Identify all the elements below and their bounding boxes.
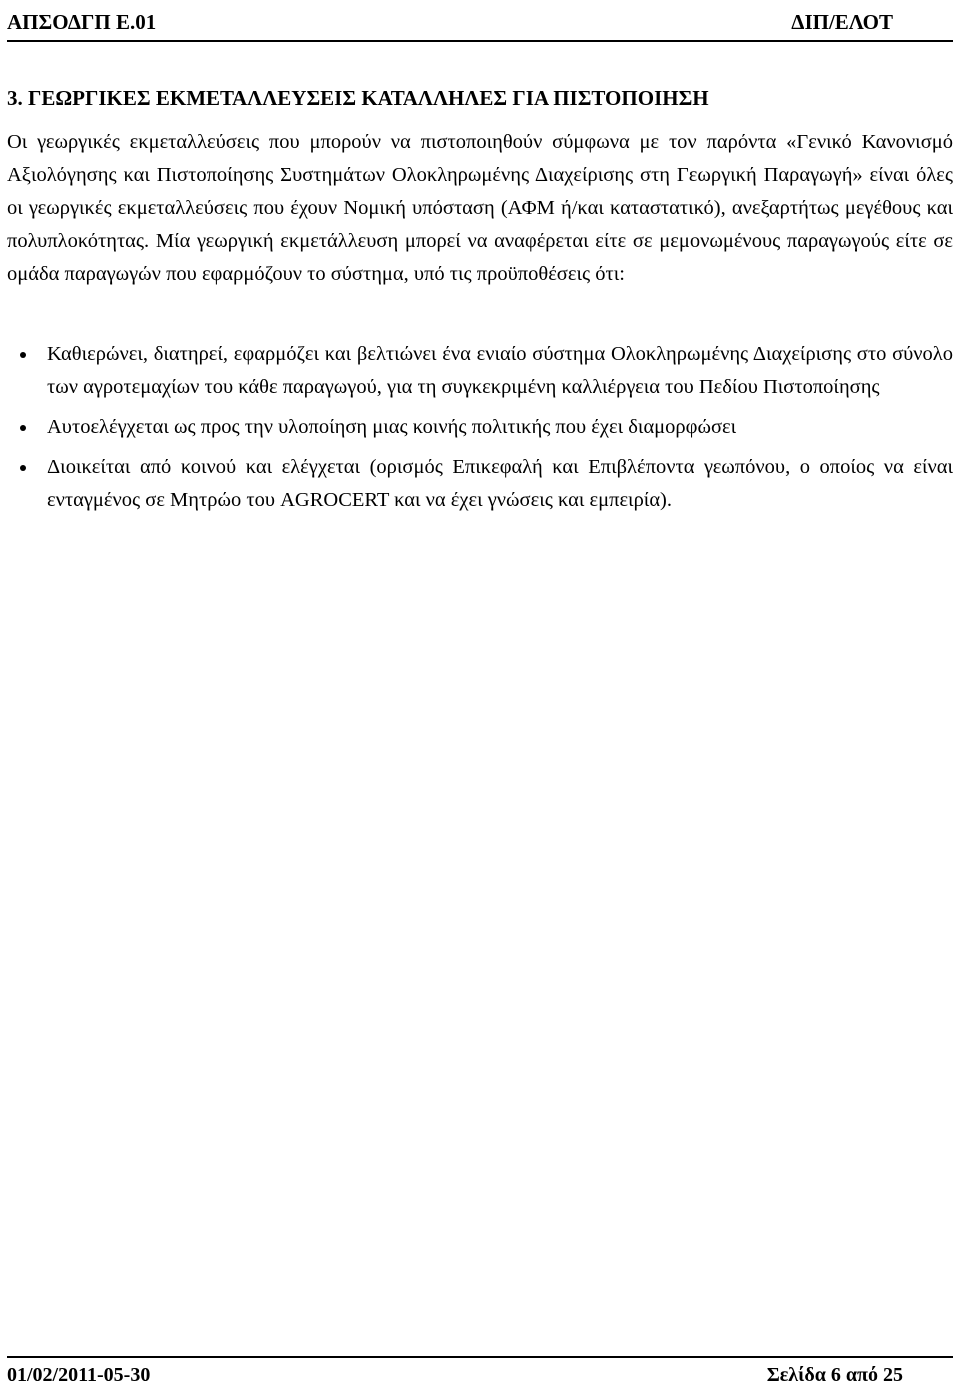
page-number: Σελίδα 6 από 25	[766, 1364, 903, 1386]
list-item-text: Καθιερώνει, διατηρεί, εφαρμόζει και βελτιώνει ένα ενιαίο σύστημα Ολοκληρωμένης Διαχείρισης στο σύνολο των αγροτεμαχίων του κάθε παραγωγού, για τη συγκεκριμένη καλλιέργεια του Πεδίου Πιστοποίησης	[47, 343, 953, 398]
list-item	[7, 451, 953, 517]
section-title: 3. ΓΕΩΡΓΙΚΕΣ ΕΚΜΕΤΑΛΛΕΥΣΕΙΣ ΚΑΤΑΛΛΗΛΕΣ ΓΙΑ ΠΙΣΤΟΠΟΙΗΣΗ	[7, 86, 709, 110]
department-code: ΔΙΠ/ΕΛΟΤ	[791, 10, 893, 34]
intro-paragraph: Οι γεωργικές εκμεταλλεύσεις που μπορούν να πιστοποιηθούν σύμφωνα με τον παρόντα «Γενικό Κανονισμό Αξιολόγησης και Πιστοποίησης Συστημάτων Ολοκληρωμένης Διαχείρισης στη Γεωργική Παραγωγή» είναι όλες οι γεωργικές εκμεταλλεύσεις που έχουν Νομική υπόσταση (ΑΦΜ ή/και καταστατικό), ανεξαρτήτως μεγέθους και πολυπλοκότητας. Μία γεωργική εκμετάλλευση μπορεί να αναφέρεται είτε σε μεμονωμένους παραγωγούς είτε σε ομάδα παραγωγών που εφαρμόζουν το σύστημα, υπό τις προϋποθέσεις ότι:	[7, 131, 953, 285]
list-item-text: Αυτοελέγχεται ως προς την υλοποίηση μιας κοινής πολιτικής που έχει διαμορφώσει	[47, 416, 737, 438]
revision-date: 01/02/2011-05-30	[7, 1364, 151, 1386]
page-footer	[7, 1356, 953, 1394]
page-header	[7, 6, 953, 42]
document-code: ΑΠΣΟΔΓΠ Ε.01	[7, 10, 157, 34]
bullet-icon	[20, 465, 26, 471]
bullet-icon	[20, 425, 26, 431]
list-item	[7, 338, 953, 404]
list-item	[7, 411, 953, 444]
bullet-icon	[20, 352, 26, 358]
conditions-list	[7, 338, 953, 524]
list-item-text: Διοικείται από κοινού και ελέγχεται (ορισμός Επικεφαλή και Επιβλέποντα γεωπόνου, ο οποίος να είναι ενταγμένος σε Μητρώο του AGROCERT και να έχει γνώσεις και εμπειρία).	[47, 456, 953, 511]
